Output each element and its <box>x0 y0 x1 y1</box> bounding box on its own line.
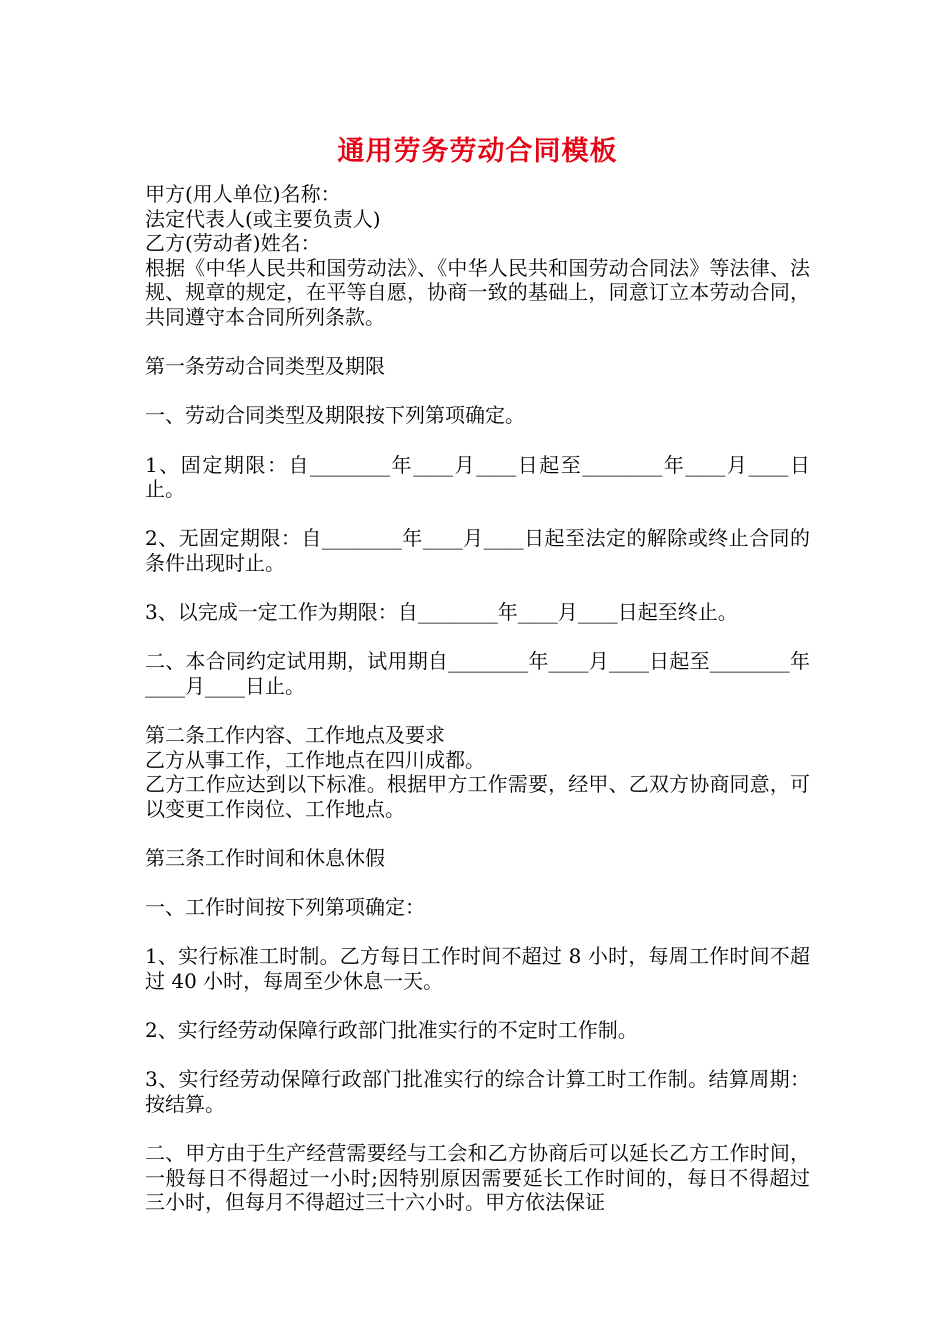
article-1-paragraph: 1、固定期限：自________年____月____日起至________年____月____日止。 <box>145 452 810 502</box>
article-3-paragraph: 2、实行经劳动保障行政部门批准实行的不定时工作制。 <box>145 1018 638 1043</box>
article-1-paragraph: 二、本合同约定试用期，试用期自________年____月____日起至________年____月____日止。 <box>145 649 810 698</box>
article-3-heading: 第三条工作时间和休息休假 <box>145 846 385 871</box>
article-1-heading: 第一条劳动合同类型及期限 <box>145 354 385 379</box>
document-page <box>145 128 810 1215</box>
intro-paragraph: 根据《中华人民共和国劳动法》、《中华人民共和国劳动合同法》等法律、法规、规章的规定，在平等自愿，协商一致的基础上，同意订立本劳动合同，共同遵守本合同所列条款。 <box>145 255 810 329</box>
article-2-paragraph: 乙方工作应达到以下标准。根据甲方工作需要，经甲、乙双方协商同意，可以变更工作岗位、工作地点。 <box>145 772 810 821</box>
article-3-paragraph: 1、实行标准工时制。乙方每日工作时间不超过 8 小时，每周工作时间不超过 40 小时，每周至少休息一天。 <box>145 944 810 993</box>
article-2-heading: 第二条工作内容、工作地点及要求 <box>145 723 445 748</box>
party-a-name-line: 甲方(用人单位)名称： <box>145 182 341 206</box>
article-1-paragraph: 3、以完成一定工作为期限：自________年____月____日起至终止。 <box>145 600 738 625</box>
legal-representative-line: 法定代表人(或主要负责人) <box>145 206 381 231</box>
article-1-paragraph: 一、劳动合同类型及期限按下列第项确定。 <box>145 403 525 428</box>
article-2-paragraph: 乙方从事工作，工作地点在四川成都。 <box>145 747 485 772</box>
article-3-paragraph: 一、工作时间按下列第项确定： <box>145 895 425 920</box>
article-1-paragraph: 2、无固定期限：自________年____月____日起至法定的解除或终止合同的条件出现时止。 <box>145 526 810 575</box>
article-3-paragraph: 二、甲方由于生产经营需要经与工会和乙方协商后可以延长乙方工作时间，一般每日不得超过一小时;因特别原因需要延长工作时间的，每日不得超过三小时，但每月不得超过三十六小时。甲方依法保证 <box>145 1141 810 1215</box>
article-3-paragraph: 3、实行经劳动保障行政部门批准实行的综合计算工时工作制。结算周期：按结算。 <box>145 1067 810 1116</box>
document-title: 通用劳务劳动合同模板 <box>337 136 618 167</box>
party-b-name-line: 乙方(劳动者)姓名： <box>145 231 321 256</box>
